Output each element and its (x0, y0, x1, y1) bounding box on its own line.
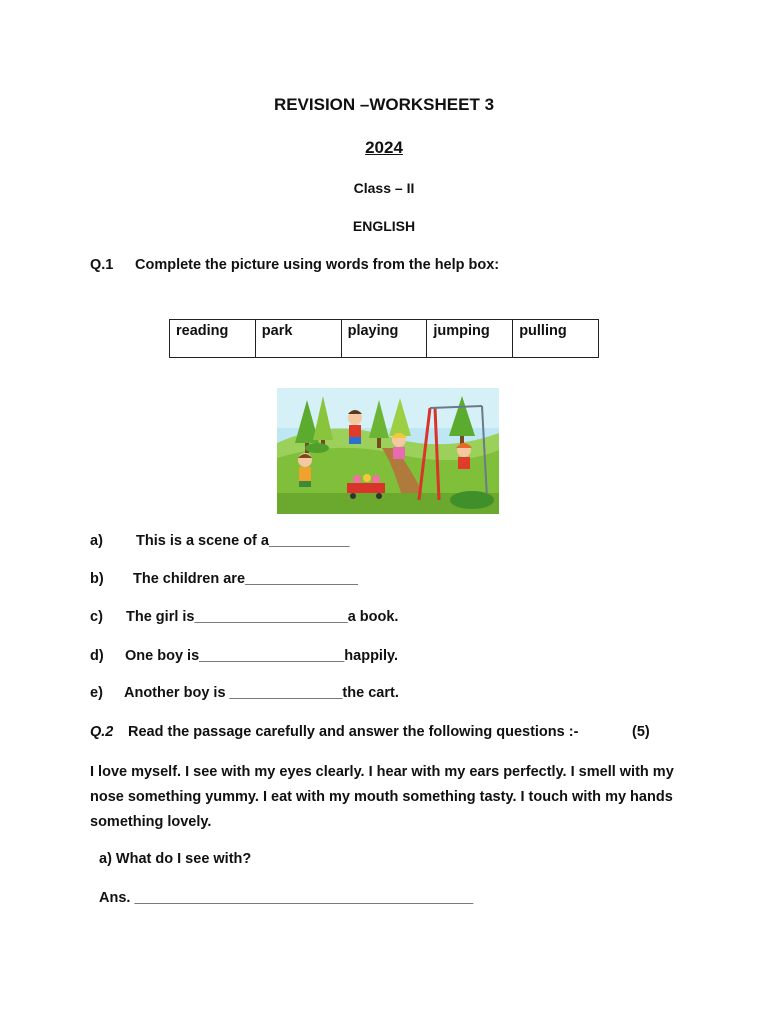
child-icon (348, 410, 362, 444)
help-box (169, 319, 599, 358)
help-word: playing (341, 320, 427, 358)
q1-item-text: The children are______________ (133, 571, 358, 587)
q2-marks: (5) (632, 724, 650, 740)
q1-item-text: This is a scene of a__________ (136, 533, 350, 549)
q1-item-text: The girl is___________________a book. (126, 609, 399, 625)
q1-item-label: d) (90, 648, 104, 664)
answer-line: Ans. __________________________________________ (99, 890, 474, 906)
q1-item-text: One boy is__________________happily. (125, 648, 398, 664)
q1-item-text: Another boy is ______________the cart. (124, 685, 399, 701)
help-word: pulling (513, 320, 599, 358)
q2-question-a: a) What do I see with? (99, 851, 252, 867)
worksheet-year (0, 138, 768, 158)
year-text: 2024 (365, 138, 403, 157)
q1-number: Q.1 (90, 257, 114, 273)
q1-item-label: b) (90, 571, 104, 587)
worksheet-title: REVISION –WORKSHEET 3 (273, 95, 495, 114)
class-label: Class – II (353, 180, 415, 196)
q1-item-label: e) (90, 685, 103, 701)
help-word: jumping (427, 320, 513, 358)
reading-passage: I love myself. I see with my eyes clearly. I hear with my ears perfectly. I smell with my nose something yummy. I eat with my mouth something tasty. I touch with my hands something lovely. (90, 764, 674, 830)
park-scene-illustration (277, 388, 499, 514)
q2-number: Q.2 (90, 724, 114, 740)
q1-item-label: a) (90, 533, 103, 549)
child-icon (298, 453, 312, 487)
q1-instruction: Complete the picture using words from the help box: (135, 257, 500, 273)
subject-label: ENGLISH (352, 218, 416, 234)
q2-instruction: Read the passage carefully and answer the following questions :- (128, 724, 579, 740)
help-word: park (255, 320, 341, 358)
help-word: reading (170, 320, 256, 358)
q1-item-label: c) (90, 609, 103, 625)
